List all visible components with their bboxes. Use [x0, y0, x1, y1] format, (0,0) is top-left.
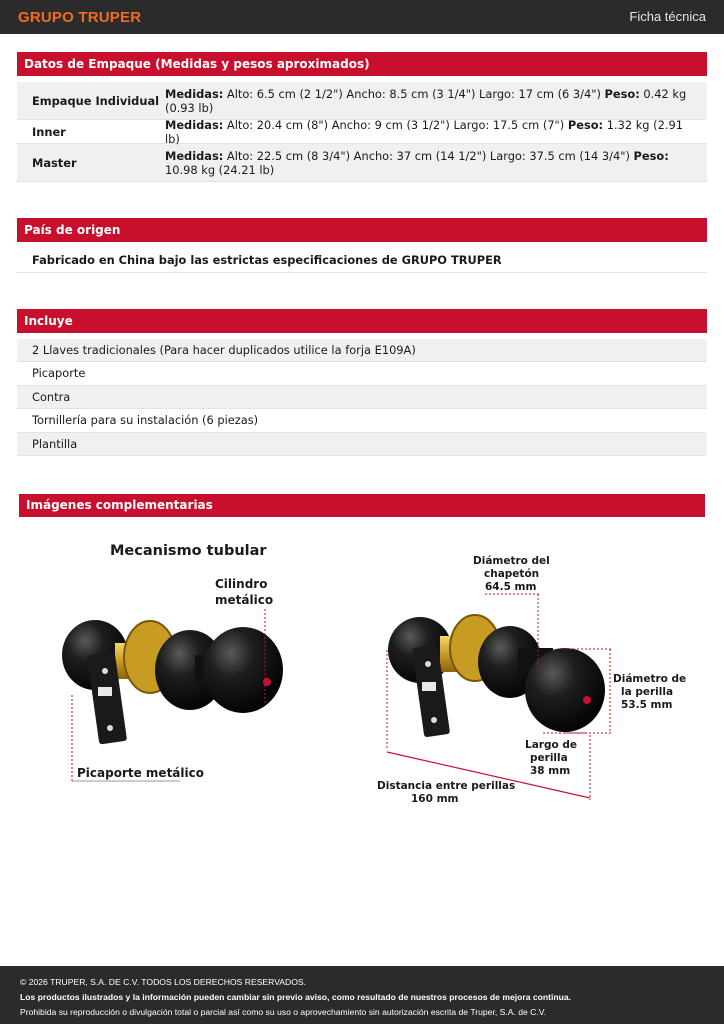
knob-diameter-value: 53.5 mm	[621, 699, 673, 711]
list-item: Picaporte	[17, 362, 707, 385]
list-item: Plantilla	[17, 433, 707, 456]
origin-section-title: País de origen	[17, 218, 707, 242]
packaging-row-label: Master	[32, 155, 77, 170]
footer-prohibition: Prohibida su reproducción o divulgación total o parcial así como su uso o aprovechamiento sin autorización escrita de Truper, S.A. de C.V.	[20, 1007, 547, 1017]
packaging-row-label: Empaque Individual	[32, 93, 160, 108]
packaging-row-inner	[17, 117, 707, 146]
brand-logo: GRUPO TRUPER	[18, 9, 142, 26]
rosette-diameter-label-1: Diámetro del	[473, 555, 550, 567]
distance-label: Distancia entre perillas	[377, 780, 516, 792]
list-item: 2 Llaves tradicionales (Para hacer duplicados utilice la forja E109A)	[17, 339, 707, 362]
left-callout-lines	[60, 603, 275, 783]
list-item: Tornillería para su instalación (6 piezas)	[17, 409, 707, 432]
packaging-row-value: Medidas: Alto: 22.5 cm (8 3/4") Ancho: 37 cm (14 1/2") Largo: 37.5 cm (14 3/4") Peso: 10.98 kg (24.21 lb)	[165, 148, 669, 177]
list-item: Contra	[17, 386, 707, 409]
includes-list	[17, 339, 707, 456]
images-section-title: Imágenes complementarias	[19, 494, 705, 517]
document-type: Ficha técnica	[629, 9, 706, 24]
rosette-diameter-value: 64.5 mm	[485, 581, 537, 593]
packaging-row-label: Inner	[32, 124, 66, 139]
footer	[0, 966, 724, 1024]
knob-diameter-label-2: la perilla	[621, 686, 674, 698]
packaging-table	[17, 82, 707, 182]
knob-length-label-2: perilla	[530, 752, 568, 764]
latch-label: Picaporte metálico	[77, 766, 204, 780]
packaging-section-title: Datos de Empaque (Medidas y pesos aproximados)	[17, 52, 707, 76]
knob-length-value: 38 mm	[530, 765, 571, 777]
cylinder-label-line2: metálico	[215, 593, 274, 607]
footer-copyright: © 2026 TRUPER, S.A. DE C.V. TODOS LOS DERECHOS RESERVADOS.	[20, 977, 307, 987]
packaging-row-individual	[17, 82, 707, 120]
packaging-row-value: Medidas: Alto: 6.5 cm (2 1/2") Ancho: 8.5 cm (3 1/4") Largo: 17 cm (6 3/4") Peso: 0.42 kg (0.93 lb)	[165, 86, 687, 115]
cylinder-label-line1: Cilindro	[215, 577, 268, 591]
lock-dimensions-illustration	[380, 590, 620, 810]
rosette-diameter-label-2: chapetón	[484, 568, 540, 580]
includes-section-title: Incluye	[17, 309, 707, 333]
packaging-row-master	[17, 144, 707, 182]
knob-length-label-1: Largo de	[525, 739, 577, 751]
packaging-row-value: Medidas: Alto: 20.4 cm (8") Ancho: 9 cm (3 1/2") Largo: 17.5 cm (7") Peso: 1.32 kg (2.91 lb)	[165, 117, 683, 146]
footer-notice: Los productos ilustrados y la información pueden cambiar sin previo aviso, como resultado de nuestros procesos de mejora continua.	[20, 992, 572, 1002]
header-bar	[0, 0, 724, 34]
origin-text: Fabricado en China bajo las estrictas especificaciones de GRUPO TRUPER	[17, 247, 707, 273]
mechanism-heading: Mecanismo tubular	[110, 543, 267, 559]
distance-value: 160 mm	[411, 793, 459, 805]
knob-diameter-label-1: Diámetro de	[613, 673, 687, 685]
